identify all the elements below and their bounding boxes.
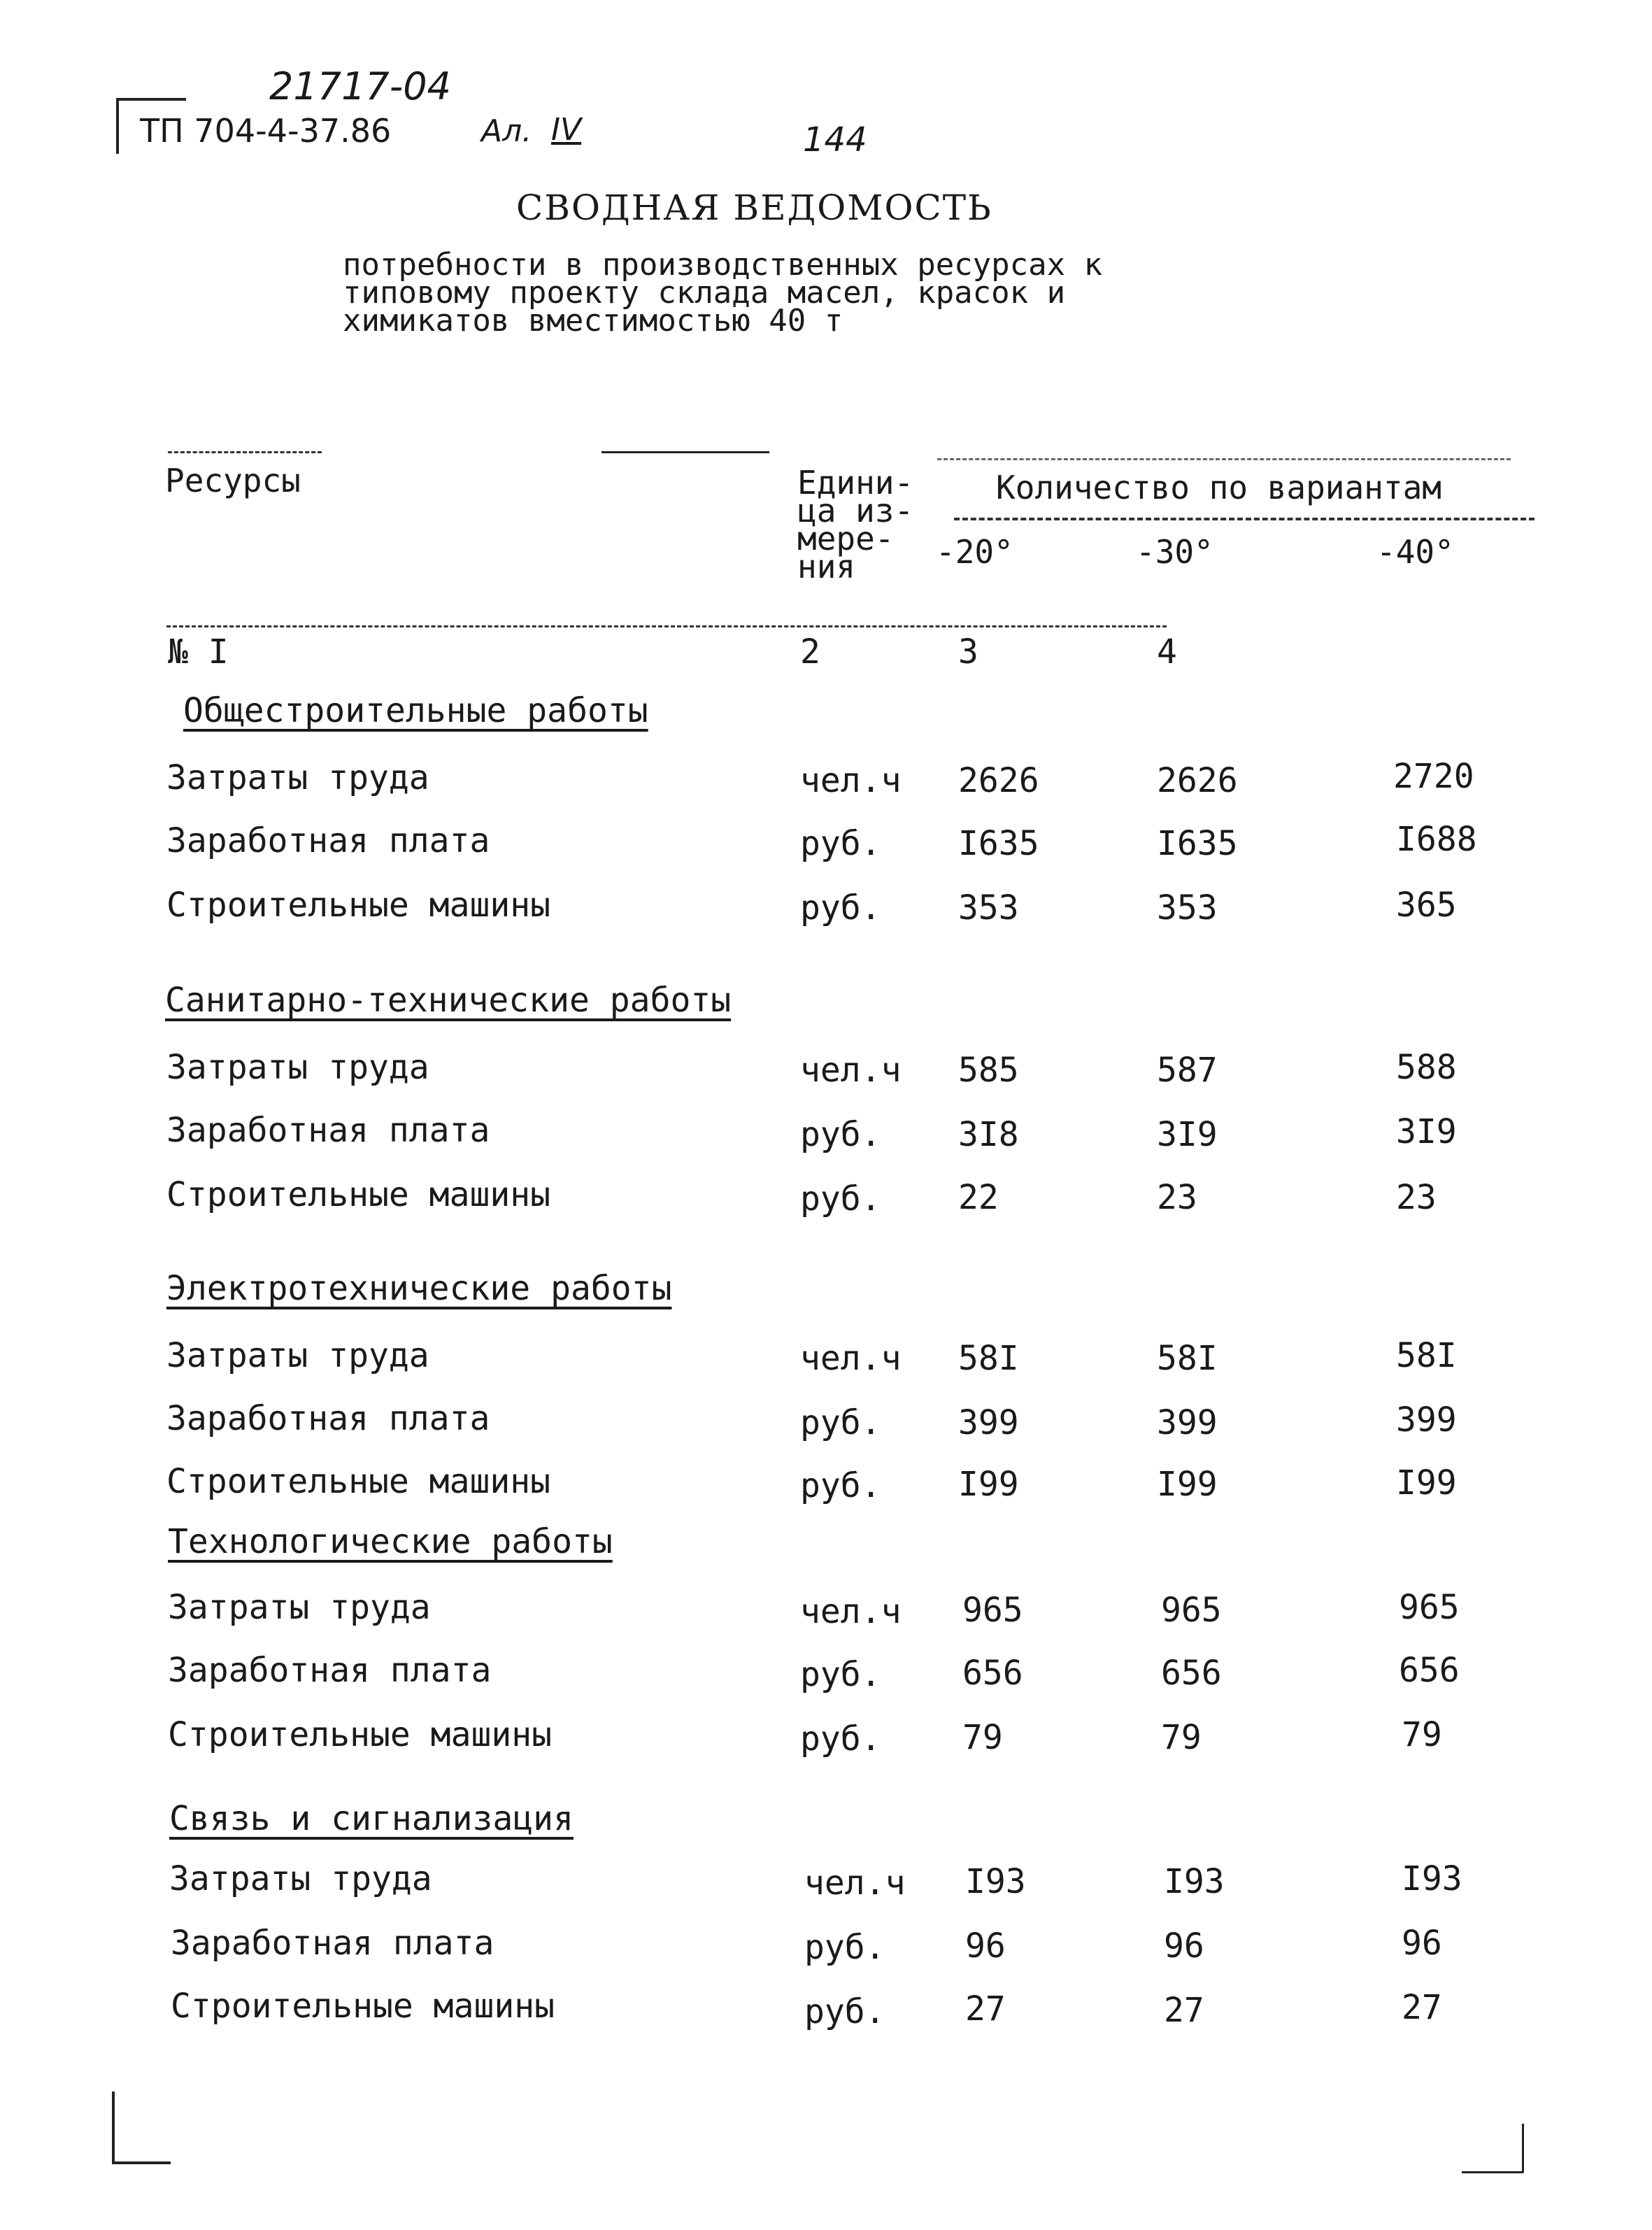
row-unit: чел.ч (804, 1863, 906, 1903)
row-name: Строительные машины (166, 886, 551, 925)
row-value: 96 (1164, 1926, 1204, 1966)
column-number-1: № I (168, 632, 229, 672)
row-value: 588 (1396, 1048, 1457, 1087)
column-header-quantity: Количество по вариантам (996, 469, 1441, 506)
row-value: 965 (1399, 1588, 1460, 1627)
unit-header-line: мере- (797, 520, 895, 558)
row-value: 79 (962, 1718, 1003, 1757)
row-unit: чел.ч (800, 761, 902, 800)
row-value: 58I (1396, 1336, 1457, 1375)
row-value: 2720 (1393, 757, 1474, 796)
row-value: 656 (1161, 1654, 1222, 1693)
row-value: 656 (962, 1654, 1023, 1693)
row-name: Строительные машины (171, 1987, 555, 2026)
row-value: 585 (958, 1051, 1019, 1090)
row-unit: руб. (800, 1179, 881, 1219)
variant-header-minus-30: -30° (1136, 533, 1213, 571)
row-value: I635 (958, 824, 1039, 863)
row-value: I688 (1396, 820, 1477, 859)
row-value: 96 (965, 1926, 1006, 1966)
row-value: 27 (965, 1989, 1006, 2029)
row-value: 58I (1157, 1339, 1218, 1378)
row-name: Затраты труда (169, 1859, 432, 1898)
row-value: 3I9 (1157, 1115, 1218, 1154)
row-unit: чел.ч (800, 1592, 902, 1631)
unit-header-line: ца из- (797, 492, 914, 530)
row-value: 365 (1396, 886, 1457, 925)
row-name: Заработная плата (171, 1924, 494, 1963)
corner-mark-bottom-left-vertical (112, 2091, 115, 2164)
album-number: IV (551, 112, 582, 148)
row-value: 965 (962, 1591, 1023, 1630)
row-unit: чел.ч (800, 1339, 902, 1378)
row-value: 79 (1161, 1718, 1202, 1757)
document-title: СВОДНАЯ ВЕДОМОСТЬ (516, 187, 992, 228)
column-header-resources: Ресурсы (165, 462, 301, 499)
row-name: Заработная плата (166, 1399, 490, 1438)
section-title: Технологические работы (168, 1522, 613, 1561)
unit-header-line: Едини- (797, 464, 914, 502)
row-value: I93 (965, 1862, 1026, 1901)
corner-mark-bottom-right-vertical (1522, 2124, 1524, 2173)
row-name: Заработная плата (166, 1111, 490, 1150)
row-value: 23 (1396, 1178, 1437, 1217)
row-value: 399 (1396, 1400, 1457, 1440)
numbering-rule (166, 625, 1167, 627)
header-rule-mid (601, 451, 769, 453)
row-value: 23 (1157, 1178, 1197, 1217)
variant-header-minus-40: -40° (1376, 533, 1454, 571)
row-name: Заработная плата (168, 1651, 492, 1690)
handwritten-doc-number: 21717-04 (269, 64, 451, 108)
row-value: 587 (1157, 1051, 1218, 1090)
row-name: Затраты труда (166, 758, 429, 797)
header-rule-left (168, 451, 322, 453)
row-value: 58I (958, 1339, 1019, 1378)
header-rule-right (937, 458, 1511, 460)
column-number-3: 3 (958, 632, 978, 672)
row-value: 79 (1402, 1715, 1442, 1754)
document-subtitle-line-2: типовому проекту склада масел, красок и (343, 275, 1066, 311)
row-value: 353 (958, 888, 1019, 928)
document-subtitle-line-3: химикатов вместимостью 40 т (343, 303, 843, 339)
row-unit: руб. (800, 1466, 881, 1505)
row-value: 399 (958, 1403, 1019, 1442)
column-header-unit (797, 464, 914, 585)
row-value: 965 (1161, 1591, 1222, 1630)
row-value: 2626 (1157, 761, 1238, 800)
column-number-2: 2 (800, 632, 820, 672)
row-unit: чел.ч (800, 1051, 902, 1090)
document-subtitle-line-1: потребности в производственных ресурсах к (343, 247, 1103, 283)
row-value: 22 (958, 1178, 999, 1217)
row-value: 656 (1399, 1651, 1460, 1690)
row-name: Заработная плата (166, 821, 490, 860)
column-number-4: 4 (1157, 632, 1177, 672)
row-unit: руб. (800, 1655, 881, 1694)
row-value: I99 (1396, 1463, 1457, 1503)
row-name: Строительные машины (166, 1462, 551, 1501)
corner-mark-bottom-right-horizontal (1462, 2171, 1523, 2173)
row-value: I635 (1157, 824, 1238, 863)
row-unit: руб. (800, 824, 881, 863)
page-number: 144 (803, 120, 867, 159)
row-value: I93 (1402, 1859, 1462, 1898)
row-value: 353 (1157, 888, 1218, 928)
section-title: Санитарно-технические работы (165, 981, 732, 1020)
row-name: Затраты труда (168, 1588, 431, 1627)
section-title: Электротехнические работы (166, 1269, 672, 1308)
row-unit: руб. (800, 1115, 881, 1154)
row-value: 3I8 (958, 1115, 1019, 1154)
stamp-border-left (116, 98, 119, 154)
row-name: Затраты труда (166, 1048, 429, 1087)
unit-header-line: ния (797, 548, 856, 585)
variant-header-minus-20: -20° (936, 533, 1013, 571)
row-value: 27 (1402, 1988, 1442, 2027)
stamp-border-top (116, 98, 186, 101)
row-value: 2626 (958, 761, 1039, 800)
row-name: Затраты труда (166, 1336, 429, 1375)
quantity-divider (954, 518, 1534, 520)
row-unit: руб. (804, 1928, 885, 1967)
row-value: 399 (1157, 1403, 1218, 1442)
row-unit: руб. (804, 1992, 885, 2031)
row-value: I99 (1157, 1465, 1218, 1504)
row-value: I93 (1164, 1862, 1225, 1901)
row-value: 3I9 (1396, 1112, 1457, 1151)
row-value: 27 (1164, 1991, 1204, 2030)
row-unit: руб. (800, 1719, 881, 1759)
album-label: Ал. (481, 113, 532, 149)
corner-mark-bottom-left-horizontal (112, 2161, 171, 2164)
section-title: Связь и сигнализация (169, 1799, 574, 1838)
row-value: I99 (958, 1465, 1019, 1504)
doc-code: ТП 704-4-37.86 (140, 112, 392, 150)
row-unit: руб. (800, 1403, 881, 1442)
row-name: Строительные машины (166, 1175, 551, 1214)
row-value: 96 (1402, 1924, 1442, 1963)
row-unit: руб. (800, 888, 881, 928)
section-title: Общестроительные работы (183, 691, 648, 730)
row-name: Строительные машины (168, 1715, 553, 1754)
